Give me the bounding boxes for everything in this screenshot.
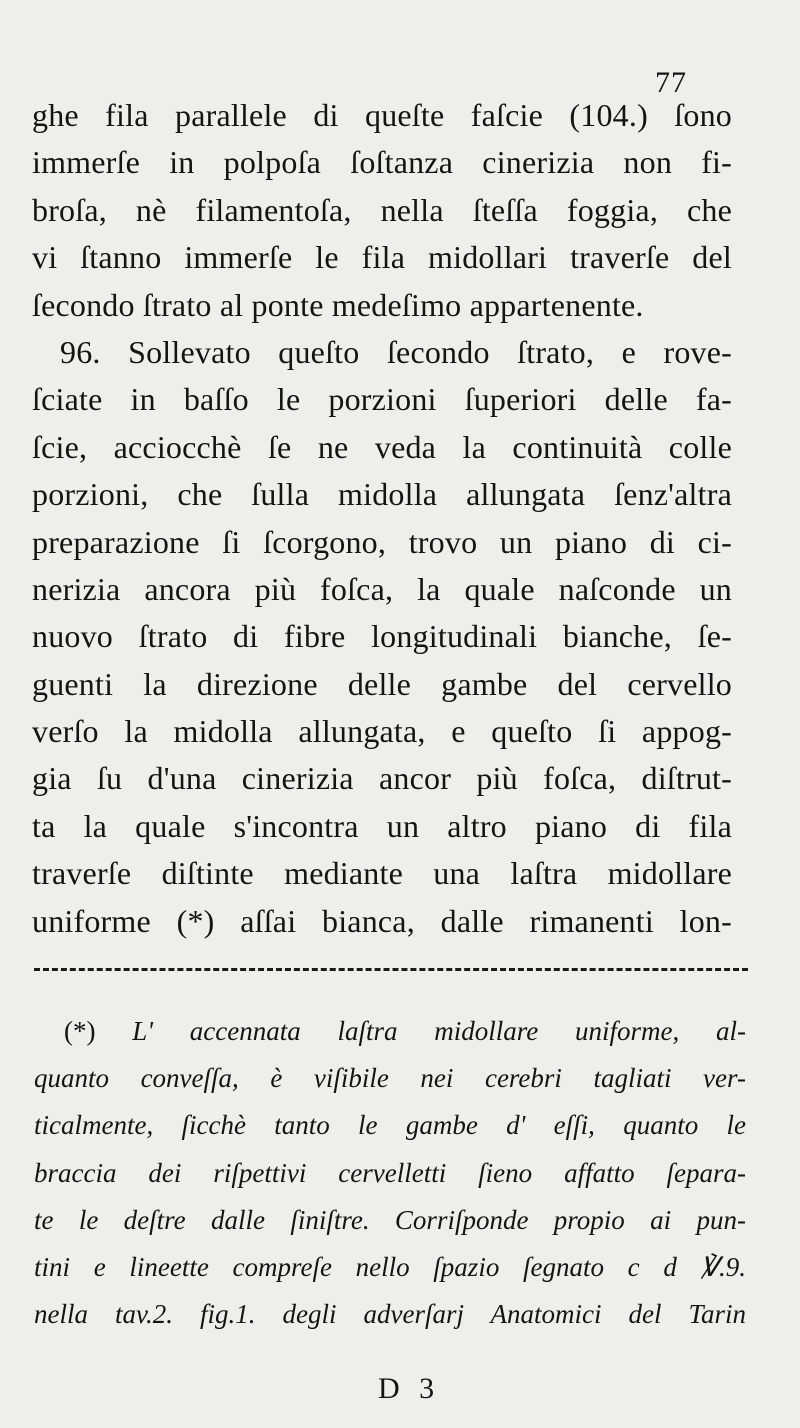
page-number: 77	[655, 66, 687, 99]
paragraph-start-line: 96. Sollevato queſto ſecondo ſtrato, e rove-	[60, 333, 732, 370]
text-line: uniforme (*) aſſai bianca, dalle rimanenti lon-	[32, 902, 732, 939]
signature-mark: D 3	[378, 1372, 441, 1405]
footnote-line: nella tav.2. fig.1. degli adverſarj Anatomici del Tarin	[34, 1299, 746, 1330]
text-line: ta la quale s'incontra un altro piano di fila	[32, 807, 732, 844]
text-line: verſo la midolla allungata, e queſto ſi appog-	[32, 713, 732, 750]
text-line: broſa, nè filamentoſa, nella ſteſſa foggia, che	[32, 191, 732, 228]
text-line: immerſe in polpoſa ſoſtanza cinerizia non fi-	[32, 144, 732, 181]
text-line: traverſe diſtinte mediante una laſtra midollare	[32, 855, 732, 892]
footnote-line: tini e lineette compreſe nello ſpazio ſegnato c d ℣.9.	[34, 1251, 746, 1282]
text-line: ſecondo ſtrato al ponte medeſimo appartenente.	[32, 286, 644, 323]
text-line: ghe fila parallele di queſte faſcie (104.) ſono	[32, 97, 732, 133]
text-line: preparazione ſi ſcorgono, trovo un piano di ci-	[32, 523, 732, 560]
footnote	[34, 1008, 746, 1338]
footnote-line: ticalmente, ſicchè tanto le gambe d' eſſi, quanto le	[34, 1110, 746, 1141]
footnote-line: te le deſtre dalle ſiniſtre. Corriſponde propio ai pun-	[34, 1204, 746, 1235]
footnote-line: quanto conveſſa, è viſibile nei cerebri tagliati ver-	[34, 1063, 746, 1094]
text-line: guenti la direzione delle gambe del cervello	[32, 665, 732, 702]
text-line: porzioni, che ſulla midolla allungata ſenz'altra	[32, 476, 732, 513]
text-line: nerizia ancora più foſca, la quale naſconde un	[32, 570, 732, 607]
footnote-text: L' accennata laſtra midollare uniforme, al-	[132, 1016, 747, 1046]
text-line: nuovo ſtrato di fibre longitudinali bianche, ſe-	[32, 618, 732, 655]
text-line: ſcie, acciocchè ſe ne veda la continuità colle	[32, 428, 732, 465]
footnote-divider	[34, 968, 748, 971]
footnote-line: braccia dei riſpettivi cervelletti ſieno affatto ſepara-	[34, 1157, 746, 1188]
footnote-line	[34, 1008, 746, 1055]
text-line: gia ſu d'una cinerizia ancor più foſca, diſtrut-	[32, 760, 732, 797]
footnote-marker: (*)	[64, 1016, 96, 1046]
text-line: ſciate in baſſo le porzioni ſuperiori delle fa-	[32, 381, 732, 418]
text-line: vi ſtanno immerſe le fila midollari traverſe del	[32, 239, 732, 276]
body-text	[32, 92, 732, 945]
